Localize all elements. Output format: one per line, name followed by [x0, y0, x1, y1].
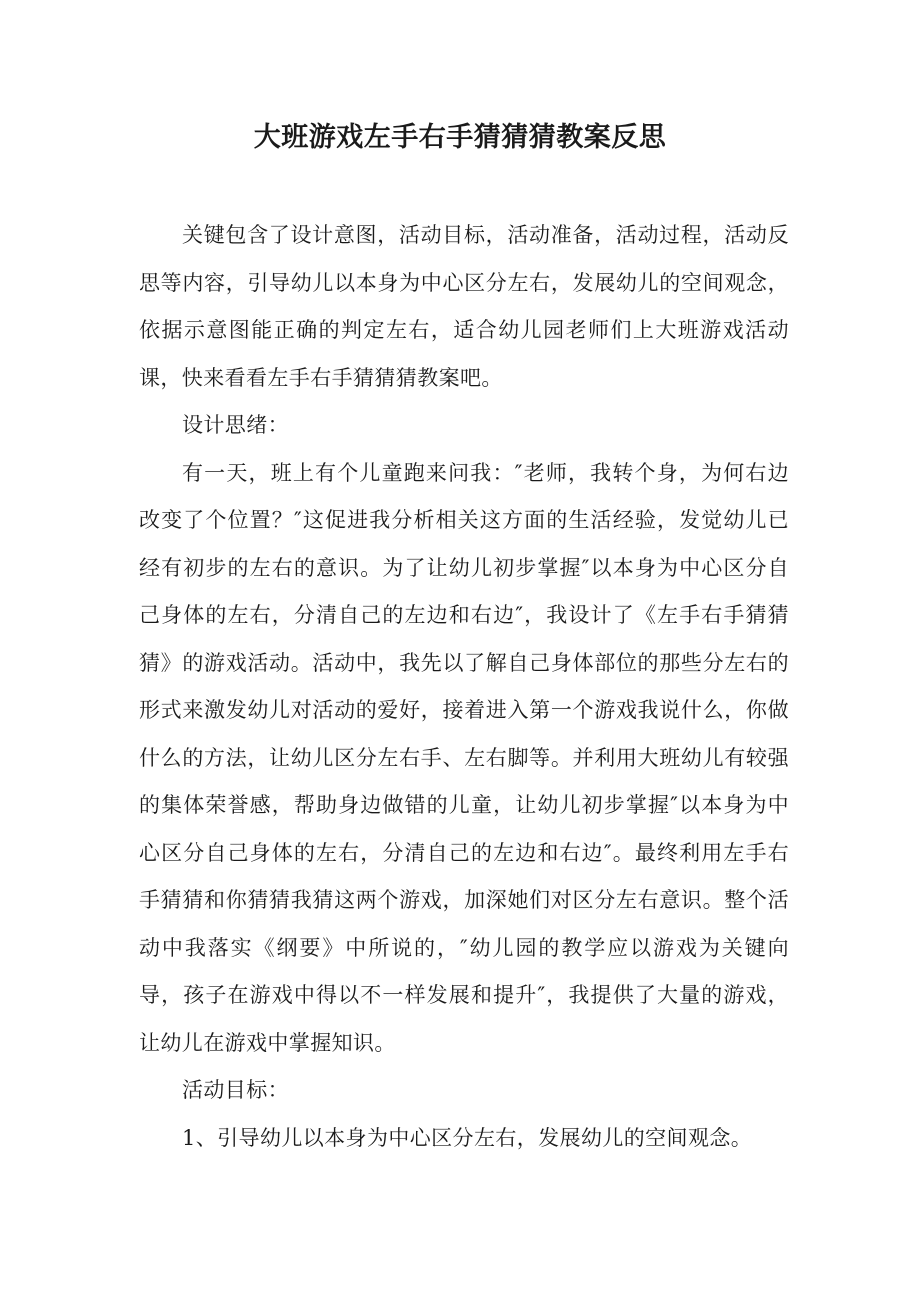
intro-paragraph: 关键包含了设计意图，活动目标，活动准备，活动过程，活动反思等内容，引导幼儿以本身为中心区分左右，发展幼儿的空间观念，依据示意图能正确的判定左右，适合幼儿园老师们上大班游戏活动课，快来看看左手右手猜猜猜教案吧。: [139, 223, 789, 390]
section-heading-goals: 活动目标：: [182, 1078, 289, 1102]
design-paragraph: 有一天，班上有个儿童跑来问我：″老师，我转个身，为何右边改变了个位置？″这促进我分析相关这方面的生活经验，发觉幼儿已经有初步的左右的意识。为了让幼儿初步掌握″以本身为中心区分自己身体的左右，分清自己的左边和右边″，我设计了《左手右手猜猜猜》的游戏活动。活动中，我先以了解自己身体部位的那些分左右的形式来激发幼儿对活动的爱好，接着进入第一个游戏我说什么，你做什么的方法，让幼儿区分左右手、左右脚等。并利用大班幼儿有较强的集体荣誉感，帮助身边做错的儿童，让幼儿初步掌握″以本身为中心区分自己身体的左右，分清自己的左边和右边″。最终利用左手右手猜猜和你猜猜我猜这两个游戏，加深她们对区分左右意识。整个活动中我落实《纲要》中所说的，″幼儿园的教学应以游戏为关键向导，孩子在游戏中得以不一样发展和提升″，我提供了大量的游戏，让幼儿在游戏中掌握知识。: [139, 460, 789, 1055]
document-body: [139, 212, 789, 1162]
section-heading-design: 设计思绪：: [182, 413, 289, 437]
page-title: 大班游戏左手右手猜猜猜教案反思: [253, 122, 667, 153]
goal-item-1: 1、引导幼儿以本身为中心区分左右，发展幼儿的空间观念。: [182, 1125, 753, 1150]
